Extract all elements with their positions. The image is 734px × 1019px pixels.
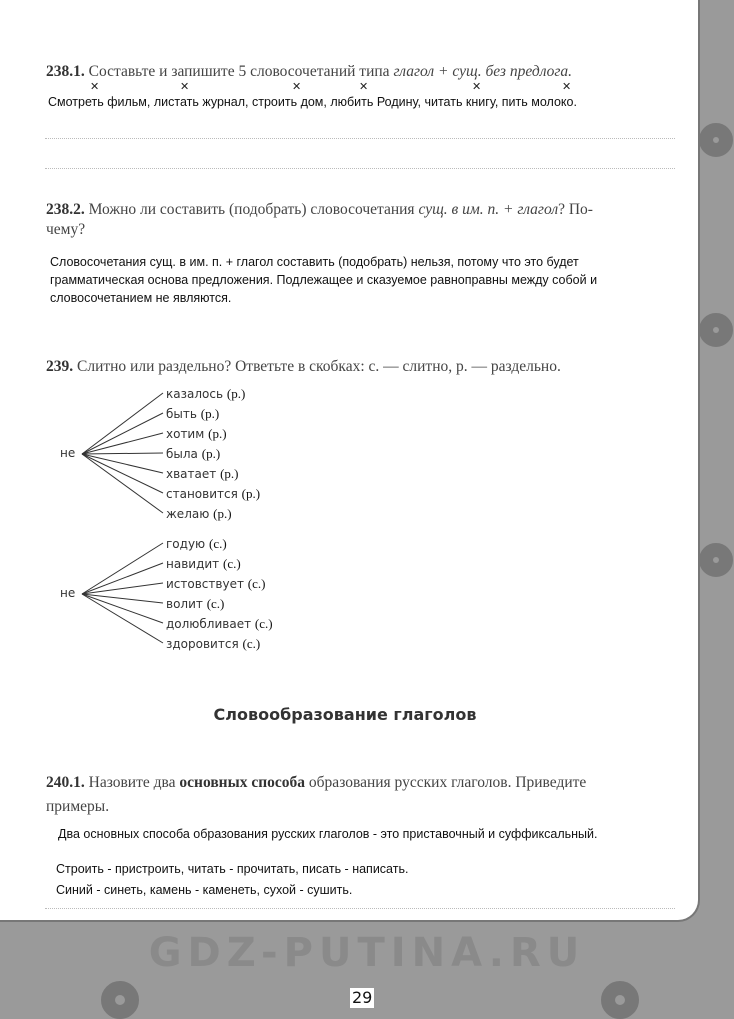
word: навидит <box>166 557 220 571</box>
word: становится <box>166 487 238 501</box>
word-item <box>166 386 245 402</box>
answer-mark: (р.) <box>220 466 239 481</box>
answer-mark: (с.) <box>254 616 273 631</box>
task-240-1-line2: примеры. <box>46 798 110 815</box>
cross-mark-icon: ✕ <box>472 80 482 93</box>
word-item <box>166 636 260 652</box>
word: была <box>166 447 198 461</box>
word-item <box>166 556 241 572</box>
task-text: Назовите два <box>88 774 180 791</box>
task-number: 240.1. <box>46 774 85 791</box>
task-text: Можно ли составить (подобрать) словосочетания <box>88 201 419 218</box>
cross-mark-icon: ✕ <box>292 80 302 93</box>
cross-mark-icon: ✕ <box>180 80 190 93</box>
answer-mark: (р.) <box>201 446 221 461</box>
word: долюбливает <box>166 617 252 631</box>
page-number: 29 <box>352 988 373 1007</box>
cross-mark-icon: ✕ <box>359 80 369 93</box>
word: волит <box>166 597 203 611</box>
task-bold: основных способа <box>179 774 306 791</box>
answer-mark: (р.) <box>241 486 261 501</box>
answer-mark: (с.) <box>222 556 241 571</box>
word-item <box>166 616 273 632</box>
task-number: 238.1. <box>46 63 85 80</box>
word-item <box>166 406 219 422</box>
answer-mark: (с.) <box>242 636 261 651</box>
task-238-2-line2: чему? <box>46 221 86 238</box>
answer-238-1: Смотреть фильм, листать журнал, строить дом, любить Родину, читать книгу, пить молоко. <box>48 95 577 109</box>
task-italic: глагол + сущ. без предлога. <box>393 63 573 80</box>
task-italic: сущ. в им. п. + глагол <box>418 201 559 218</box>
word-item <box>166 536 227 552</box>
answer-mark: (с.) <box>247 576 266 591</box>
word: здоровится <box>166 637 239 651</box>
word: быть <box>166 407 197 421</box>
answer-line: Два основных способа образования русских глаголов - это приставочный и суффиксальный. <box>58 827 598 841</box>
task-number: 239. <box>46 358 74 375</box>
word-item <box>166 466 239 482</box>
answer-line: грамматическая основа предложения. Подлежащее и сказуемое равноправны между собой и <box>50 273 598 287</box>
word-item <box>166 576 265 592</box>
word: хотим <box>166 427 205 441</box>
answer-line: Словосочетания сущ. в им. п. + глагол составить (подобрать) нельзя, потому что это будет <box>50 255 579 269</box>
word-item <box>166 426 227 442</box>
task-text: ? По- <box>558 201 593 218</box>
word-item <box>166 596 224 612</box>
answer-mark: (р.) <box>208 426 227 441</box>
answer-mark: (р.) <box>213 506 232 521</box>
word-item <box>166 506 232 522</box>
answer-mark: (р.) <box>226 386 246 401</box>
word: желаю <box>166 507 210 521</box>
word: хватает <box>166 467 217 481</box>
fan-diagram <box>0 0 300 660</box>
cross-mark-icon: ✕ <box>90 80 100 93</box>
task-240-1 <box>46 775 586 791</box>
answer-line: Синий - синеть, камень - каменеть, сухой - сушить. <box>56 883 353 897</box>
section-title: Словообразование глаголов <box>213 705 477 724</box>
word-item <box>166 446 220 462</box>
writing-line <box>45 908 675 909</box>
answer-mark: (с.) <box>206 596 225 611</box>
word: годую <box>166 537 206 551</box>
watermark: GDZ-PUTINA.RU <box>148 930 586 976</box>
answer-line: словосочетанием не являются. <box>50 291 232 305</box>
task-text: Слитно или раздельно? Ответьте в скобках: с. — слитно, р. — раздельно. <box>77 358 561 375</box>
prefix-ne: не <box>60 586 76 600</box>
answer-mark: (р.) <box>200 406 220 421</box>
word: казалось <box>166 387 224 401</box>
answer-mark: (с.) <box>208 536 227 551</box>
task-text: Составьте и запишите 5 словосочетаний типа <box>88 63 394 80</box>
task-text: образования русских глаголов. Приведите <box>305 774 587 791</box>
prefix-ne: не <box>60 446 76 460</box>
word-item <box>166 486 260 502</box>
task-number: 238.2. <box>46 201 85 218</box>
answer-line: Строить - пристроить, читать - прочитать, писать - написать. <box>56 862 409 876</box>
word: истовствует <box>166 577 244 591</box>
cross-mark-icon: ✕ <box>562 80 572 93</box>
